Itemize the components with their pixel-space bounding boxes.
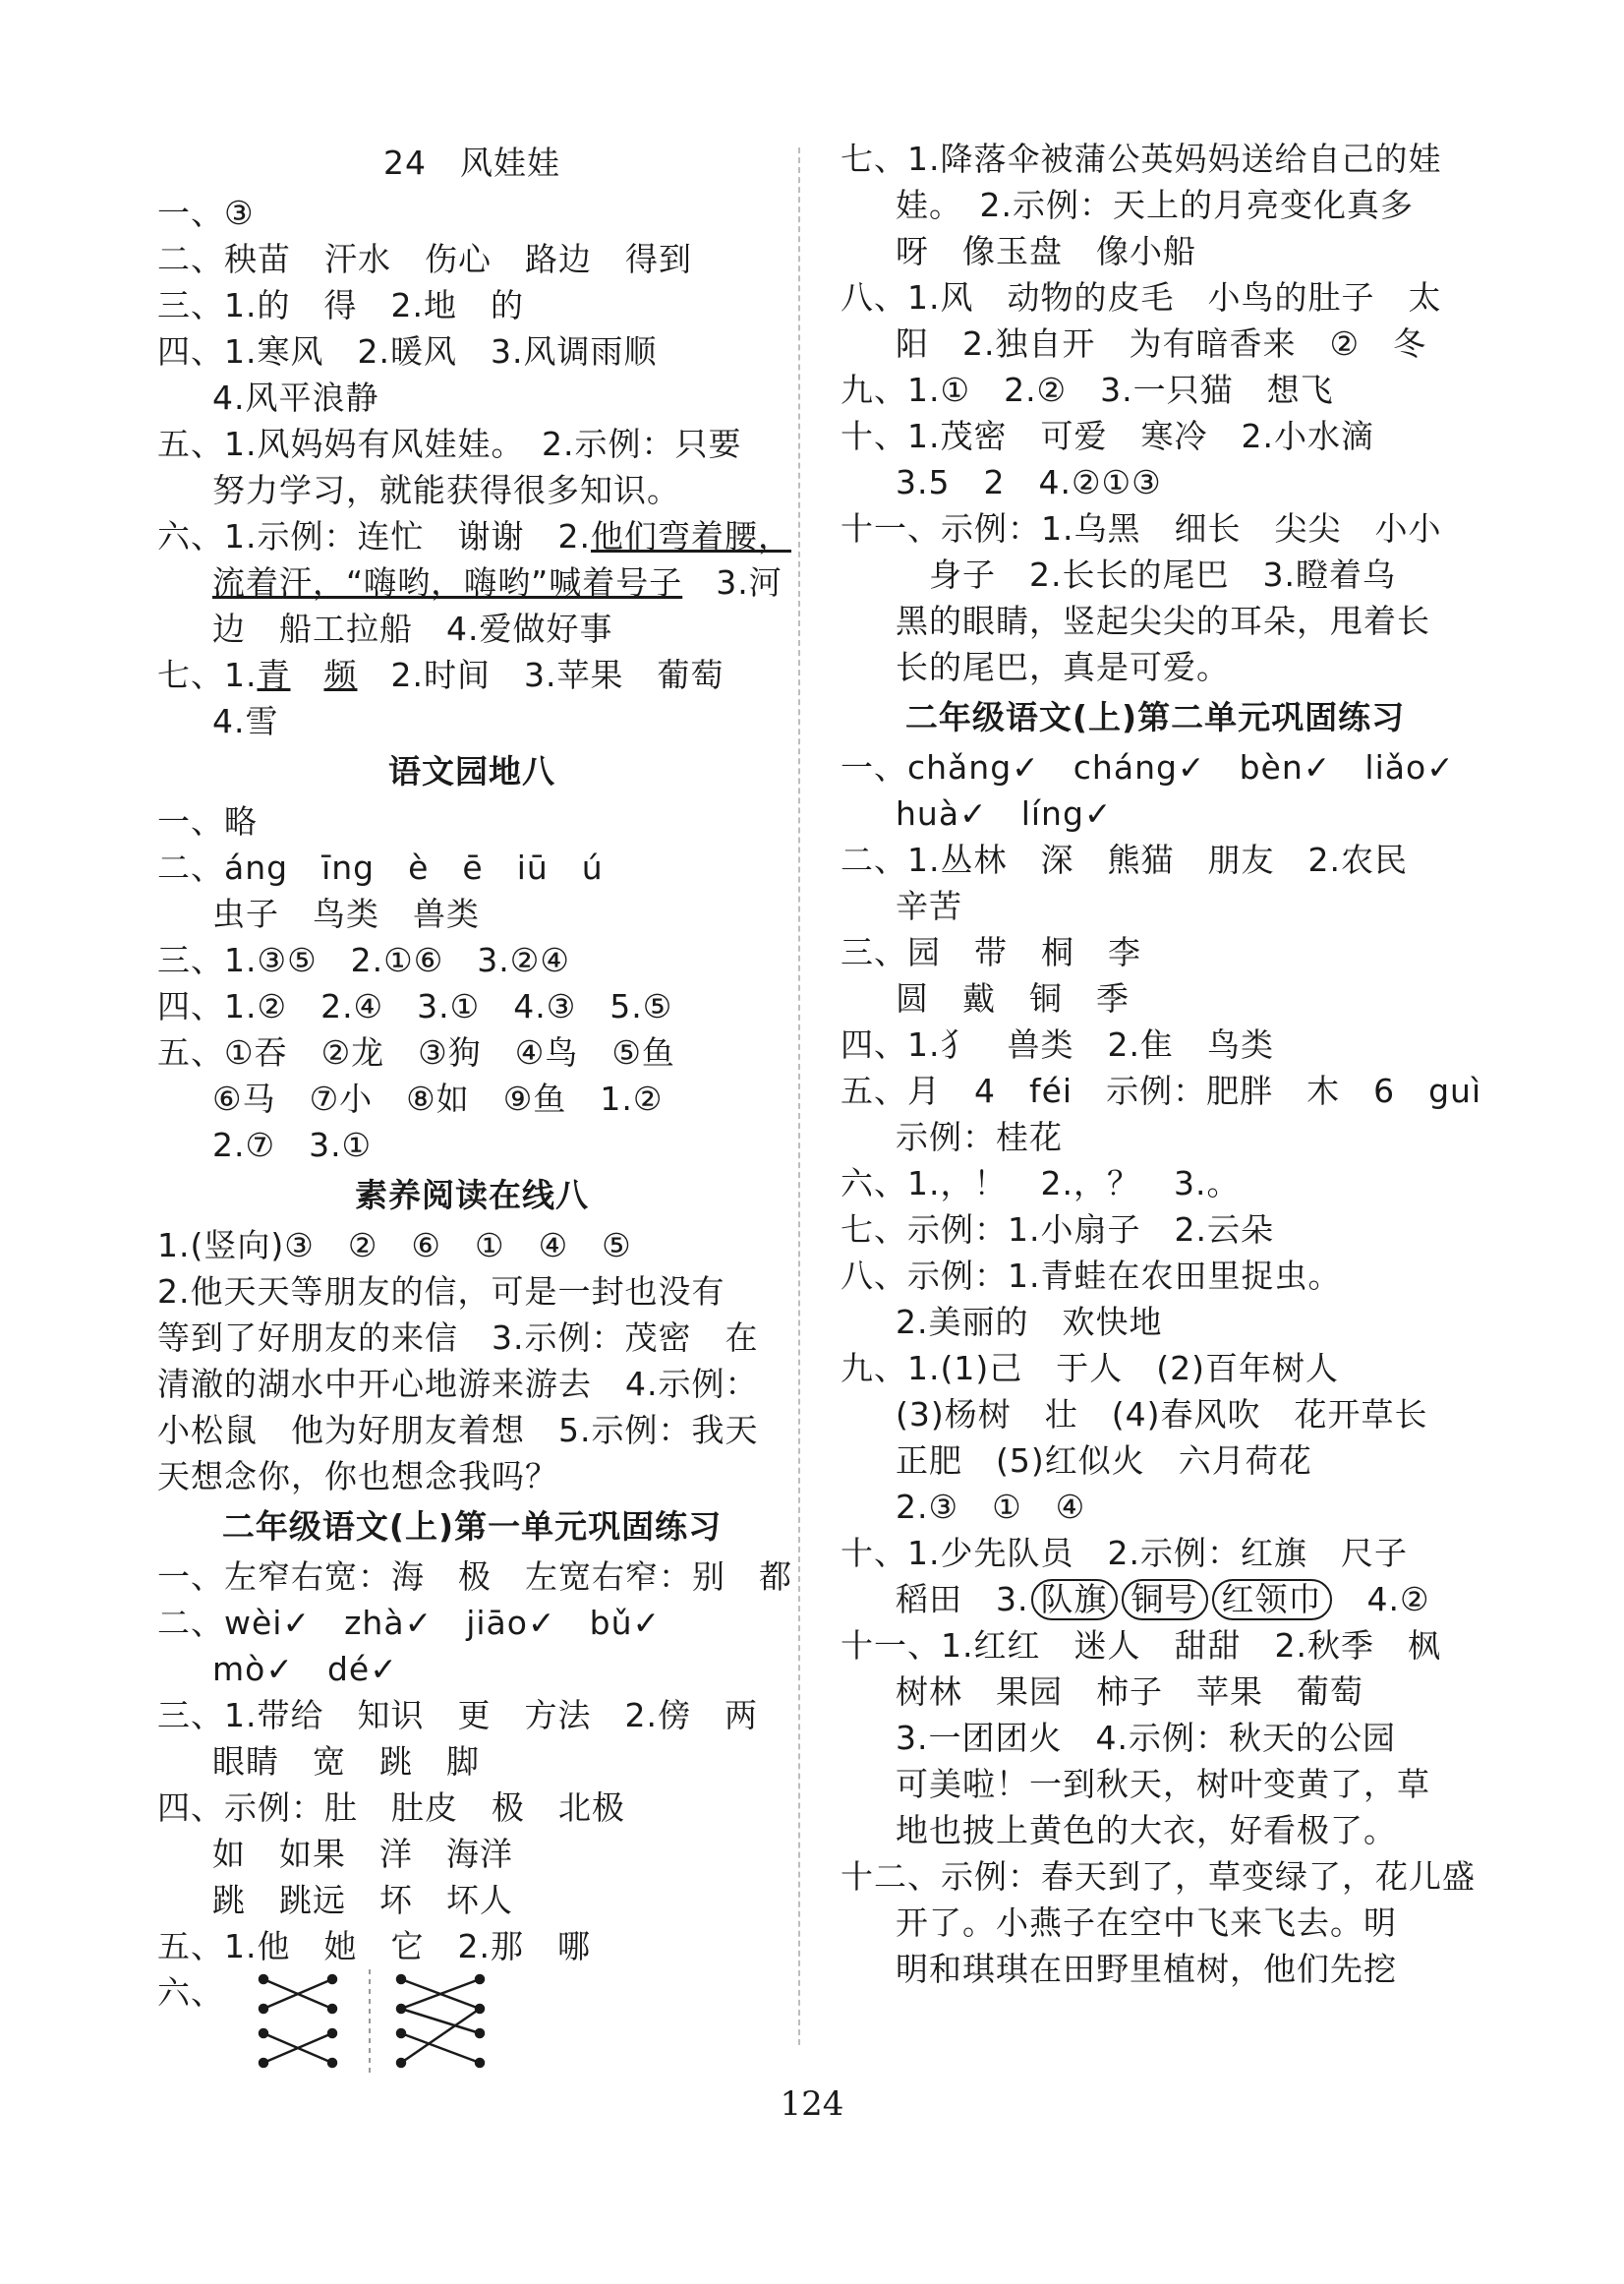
answer-line: 一、③ xyxy=(157,194,255,232)
answer-line: 可美啦！一到秋天，树叶变黄了，草 xyxy=(896,1765,1430,1803)
answer-line: 1.(竖向)③ ② ⑥ ① ④ ⑤ xyxy=(157,1226,632,1264)
answer-line: 五、①吞 ②龙 ③狗 ④鸟 ⑤鱼 xyxy=(157,1033,675,1072)
answer-line: mò✓ dé✓ xyxy=(212,1650,398,1688)
answer-line: 一、略 xyxy=(157,802,258,841)
match-dot xyxy=(260,2029,267,2037)
match-dot xyxy=(476,1975,484,1983)
answer-line: 八、示例：1.青蛙在农田里捉虫。 xyxy=(841,1257,1342,1295)
answer-line: 4.风平浪静 xyxy=(212,379,379,417)
answer-line xyxy=(157,652,786,698)
match-dot xyxy=(260,2005,267,2013)
answer-line: 五、1.风妈妈有风娃娃。 2.示例：只要 xyxy=(157,425,742,463)
answer-line: 如 如果 洋 海洋 xyxy=(212,1835,513,1873)
answer-line: 明和琪琪在田野里植树，他们先挖 xyxy=(896,1950,1397,1988)
answer-line: 五、月 4 féi 示例：肥胖 木 6 guì xyxy=(841,1072,1482,1110)
left-column xyxy=(157,136,792,2078)
answer-line: 三、1.③⑤ 2.①⑥ 3.②④ xyxy=(157,941,570,979)
answer-line: 九、1.(1)己 于人 (2)百年树人 xyxy=(841,1349,1339,1387)
underlined-answer: 他们弯着腰， xyxy=(590,517,791,556)
answer-line xyxy=(157,513,791,559)
answer-line: 二、秧苗 汗水 伤心 路边 得到 xyxy=(157,240,692,278)
section-title-unit2: 二年级语文(上)第二单元巩固练习 xyxy=(904,698,1406,736)
answer-line: 六、1.，！ 2.，？ 3.。 xyxy=(841,1164,1241,1202)
section-title-reading: 素养阅读在线八 xyxy=(355,1176,589,1214)
answer-line: huà✓ líng✓ xyxy=(896,794,1113,833)
match-dot xyxy=(397,2059,405,2067)
answer-line: 八、1.风 动物的皮毛 小鸟的肚子 太 xyxy=(841,278,1442,317)
answer-line: 天想念你，你也想念我吗？ xyxy=(157,1457,558,1495)
answer-line: 跳 跳远 坏 坏人 xyxy=(212,1881,513,1919)
answer-line: 4.雪 xyxy=(212,702,279,740)
answer-line: 三、园 带 桐 李 xyxy=(841,933,1141,971)
answer-text: 3.河 xyxy=(682,563,783,602)
answer-line: 四、1.② 2.④ 3.① 4.③ 5.⑤ xyxy=(157,987,673,1025)
match-dot xyxy=(476,2059,484,2067)
match-line xyxy=(401,2009,480,2063)
match-line xyxy=(401,2009,480,2033)
answer-text: 稻田 3. xyxy=(896,1580,1029,1618)
answer-line: 眼睛 宽 跳 脚 xyxy=(212,1742,480,1781)
right-column xyxy=(841,136,1482,1992)
answer-line: 地也披上黄色的大衣，好看极了。 xyxy=(896,1811,1397,1849)
underlined-answer: 流着汗，“嗨哟，嗨哟”喊着号子 xyxy=(212,563,683,602)
answer-line: 示例：桂花 xyxy=(896,1118,1063,1156)
answer-line: 3.一团团火 4.示例：秋天的公园 xyxy=(896,1719,1396,1757)
section-title-yuwenyuandi: 语文园地八 xyxy=(388,752,555,791)
answer-line: 四、1.寒风 2.暖风 3.风调雨顺 xyxy=(157,332,658,371)
section-title-unit1: 二年级语文(上)第一单元巩固练习 xyxy=(221,1507,723,1546)
answer-line: 十二、示例：春天到了，草变绿了，花儿盛 xyxy=(841,1857,1476,1896)
answer-text: 六、 xyxy=(157,1973,224,2012)
answer-line: 虫子 鸟类 兽类 xyxy=(212,895,480,933)
answer-line: (3)杨树 壮 (4)春风吹 花开草长 xyxy=(896,1395,1428,1434)
answer-line: 九、1.① 2.② 3.一只猫 想飞 xyxy=(841,371,1334,409)
answer-line: 等到了好朋友的来信 3.示例：茂密 在 xyxy=(157,1318,759,1357)
lesson-title-24: 24 风娃娃 xyxy=(383,144,560,182)
answer-line: 正肥 (5)红似火 六月荷花 xyxy=(896,1441,1312,1480)
answer-line: 树林 果园 柿子 苹果 葡萄 xyxy=(896,1672,1363,1711)
circled-word: 铜号 xyxy=(1122,1579,1208,1620)
answer-line: 2.③ ① ④ xyxy=(896,1488,1086,1526)
answer-line: 2.他天天等朋友的信，可是一封也没有 xyxy=(157,1272,725,1311)
circled-word: 队旗 xyxy=(1031,1579,1118,1620)
match-dot xyxy=(260,2059,267,2067)
answer-line: 七、1.降落伞被蒲公英妈妈送给自己的娃 xyxy=(841,140,1442,178)
match-dot xyxy=(260,1975,267,1983)
answer-line: 十一、示例：1.乌黑 细长 尖尖 小小 xyxy=(841,509,1442,548)
answer-line: 二、1.丛林 深 熊猫 朋友 2.农民 xyxy=(841,841,1408,879)
answer-text: 4.② xyxy=(1333,1580,1430,1618)
answer-line: 3.5 2 4.②①③ xyxy=(896,463,1162,501)
page-number: 124 xyxy=(780,2084,844,2124)
answer-text: 2.时间 3.苹果 葡萄 xyxy=(357,656,725,694)
answer-line: 2.美丽的 欢快地 xyxy=(896,1303,1163,1341)
answer-line: 三、1.的 得 2.地 的 xyxy=(157,286,524,324)
answer-line: 十、1.茂密 可爱 寒冷 2.小水滴 xyxy=(841,417,1374,455)
match-dot xyxy=(328,1975,336,1983)
match-dot xyxy=(328,2005,336,2013)
match-dot xyxy=(328,2059,336,2067)
answer-line: 阳 2.独自开 为有暗香来 ② 冬 xyxy=(896,324,1427,363)
answer-line: 五、1.他 她 它 2.那 哪 xyxy=(157,1927,591,1965)
answer-line: 小松鼠 他为好朋友着想 5.示例：我天 xyxy=(157,1411,759,1449)
answer-line: 娃。 2.示例：天上的月亮变化真多 xyxy=(896,186,1414,224)
match-dot xyxy=(397,1975,405,1983)
match-dot xyxy=(397,2005,405,2013)
answer-line: ⑥马 ⑦小 ⑧如 ⑨鱼 1.② xyxy=(212,1080,664,1118)
match-dot xyxy=(397,2029,405,2037)
underlined-answer: 青 xyxy=(257,656,291,694)
underlined-answer: 频 xyxy=(323,656,358,694)
answer-line: 三、1.带给 知识 更 方法 2.傍 两 xyxy=(157,1696,758,1734)
answer-line: 2.⑦ 3.① xyxy=(212,1126,373,1164)
answer-line: 清澈的湖水中开心地游来游去 4.示例： xyxy=(157,1365,759,1403)
answer-line: 长的尾巴，真是可爱。 xyxy=(896,648,1230,686)
answer-line: 二、wèi✓ zhà✓ jiāo✓ bǔ✓ xyxy=(157,1604,662,1642)
answer-text: 七、1. xyxy=(157,656,258,694)
answer-line: 努力学习，就能获得很多知识。 xyxy=(212,471,680,509)
answer-line xyxy=(157,1969,786,2078)
answer-text: 六、1.示例：连忙 谢谢 2. xyxy=(157,517,591,556)
matching-lines-diagram xyxy=(244,1969,499,2078)
answer-line xyxy=(841,1576,1470,1622)
match-dot xyxy=(476,2029,484,2037)
answer-text xyxy=(291,656,324,694)
answer-line: 四、1.犭 兽类 2.隹 鸟类 xyxy=(841,1025,1274,1064)
answer-line: 开了。小燕子在空中飞来飞去。明 xyxy=(896,1903,1397,1942)
answer-line: 二、áng īng è ē iū ú xyxy=(157,849,604,887)
answer-line: 呀 像玉盘 像小船 xyxy=(896,232,1196,270)
answer-line: 辛苦 xyxy=(896,887,962,925)
match-line xyxy=(401,2033,480,2063)
answer-line: 七、示例：1.小扇子 2.云朵 xyxy=(841,1210,1274,1249)
match-dot xyxy=(328,2029,336,2037)
answer-line: 身子 2.长长的尾巴 3.瞪着乌 xyxy=(929,556,1396,594)
answer-line: 一、左窄右宽：海 极 左宽右窄：别 都 xyxy=(157,1557,792,1596)
answer-line: 十一、1.红红 迷人 甜甜 2.秋季 枫 xyxy=(841,1626,1441,1665)
answer-line: 边 船工拉船 4.爱做好事 xyxy=(212,610,613,648)
answer-line: 黑的眼睛，竖起尖尖的耳朵，甩着长 xyxy=(896,602,1430,640)
answer-line: 四、示例：肚 肚皮 极 北极 xyxy=(157,1788,625,1827)
answer-line: 一、chǎng✓ cháng✓ bèn✓ liǎo✓ xyxy=(841,748,1455,787)
answer-line: 十、1.少先队员 2.示例：红旗 尺子 xyxy=(841,1534,1408,1572)
answer-line xyxy=(157,559,786,606)
answer-line: 圆 戴 铜 季 xyxy=(896,979,1130,1018)
circled-word: 红领巾 xyxy=(1212,1579,1332,1620)
column-divider xyxy=(798,147,800,2045)
match-dot xyxy=(476,2005,484,2013)
